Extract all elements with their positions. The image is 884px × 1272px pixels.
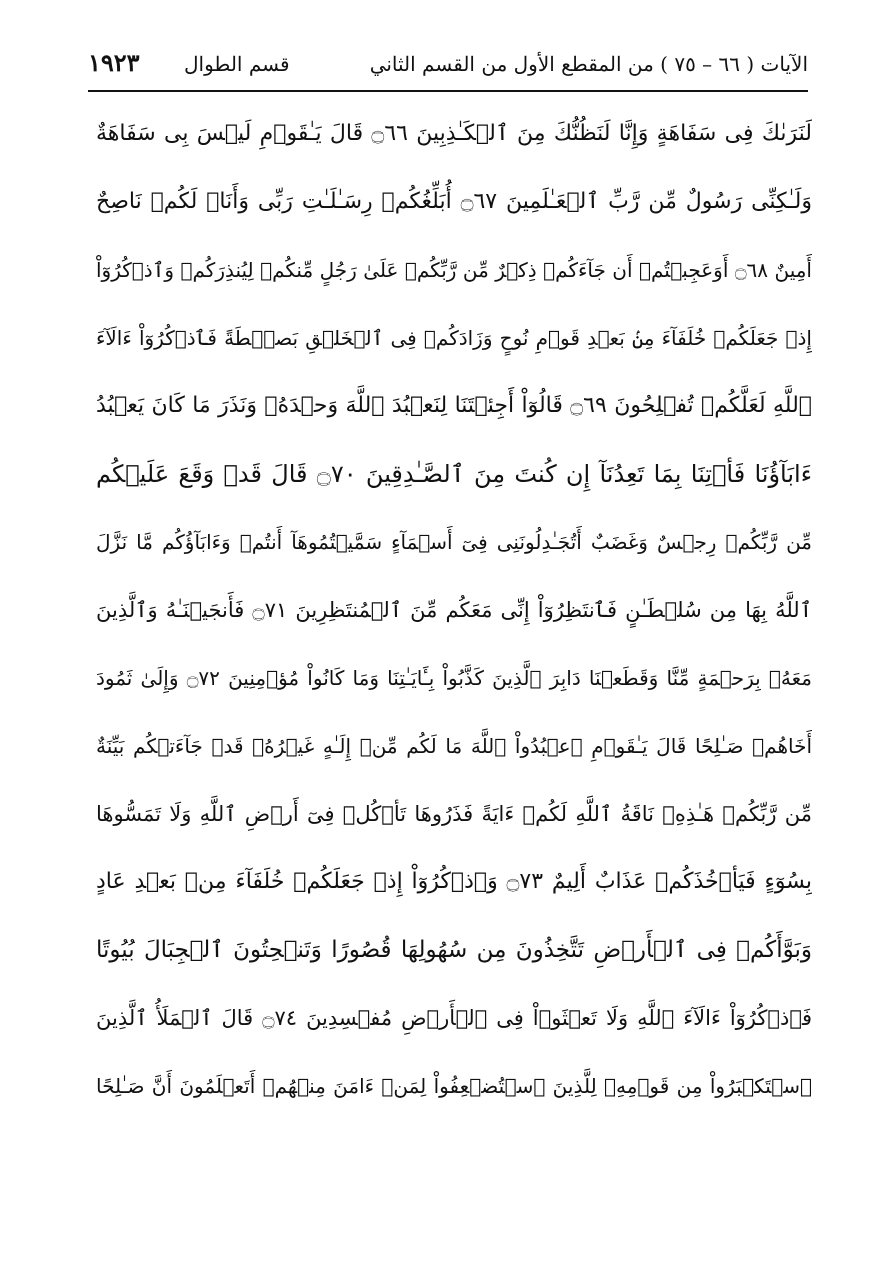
text-line-1: لَنَرَىٰكَ فِى سَفَاهَةٍ وَإِنَّا لَنَظُنُّكَ مِنَ ٱلۡكَـٰذِبِينَ ۝٦٦ قَالَ يَـٰقَوۡمِ لَيۡسَ بِى سَفَاهَةٌ — [96, 121, 812, 146]
text-body — [96, 100, 812, 1120]
section-label: قسم الطوال — [184, 52, 290, 76]
text-line-12: بِسُوٓءٍ فَيَأۡخُذَكُمۡ عَذَابٌ أَلِيمٌ ۝٧٣ وَٱذۡكُرُوٓاْ إِذۡ جَعَلَكُمۡ خُلَفَآءَ مِنۢ بَعۡدِ عَادٍ — [96, 869, 812, 894]
page-number: ١٩٢٣ — [88, 48, 140, 77]
page-header — [88, 44, 808, 90]
ayah-range-label: الآيات ( ٦٦ – ٧٥ ) من المقطع الأول من القسم الثاني — [369, 52, 808, 76]
text-line-8: ٱللَّهُ بِهَا مِن سُلۡطَـٰنٍ فَٱنتَظِرُوٓاْ إِنِّى مَعَكُم مِّنَ ٱلۡمُنتَظِرِينَ ۝٧١ فَأَنجَيۡنَـٰهُ وَٱلَّذِينَ — [96, 598, 812, 622]
text-line-14: فَٱذۡكُرُوٓاْ ءَالَآءَ ٱللَّهِ وَلَا تَعۡثَوۡاْ فِى ٱلۡأَرۡضِ مُفۡسِدِينَ ۝٧٤ قَالَ ٱلۡمَلَأُ ٱلَّذِينَ — [96, 1006, 812, 1030]
text-line-2: وَلَـٰكِنِّى رَسُولٌ مِّن رَّبِّ ٱلۡعَـٰلَمِينَ ۝٦٧ أُبَلِّغُكُمۡ رِسَـٰلَـٰتِ رَبِّى وَأَنَا۠ لَكُمۡ نَاصِحٌ — [96, 189, 812, 214]
text-line-6: ءَابَآؤُنَا فَأۡتِنَا بِمَا تَعِدُنَآ إِن كُنتَ مِنَ ٱلصَّـٰدِقِينَ ۝٧٠ قَالَ قَدۡ وَقَعَ عَلَيۡكُم — [96, 460, 812, 488]
text-line-5: ٱللَّهِ لَعَلَّكُمۡ تُفۡلِحُونَ ۝٦٩ قَالُوٓاْ أَجِئۡتَنَا لِنَعۡبُدَ ٱللَّهَ وَحۡدَهُۥ وَنَذَرَ مَا كَانَ يَعۡبُدُ — [96, 393, 812, 418]
text-line-4: إِذۡ جَعَلَكُمۡ خُلَفَآءَ مِنۢ بَعۡدِ قَوۡمِ نُوحٍ وَزَادَكُمۡ فِى ٱلۡخَلۡقِ بَصۜۡطَةً فَٱذۡكُرُوٓاْ ءَالَآءَ — [96, 326, 812, 350]
text-line-7: مِّن رَّبِّكُمۡ رِجۡسٌ وَغَضَبٌ أَتُجَـٰدِلُونَنِى فِىٓ أَسۡمَآءٍ سَمَّيۡتُمُوهَآ أَنتُمۡ وَءَابَآؤُكُم مَّا نَزَّلَ — [96, 530, 812, 554]
text-line-9: مَعَهُۥ بِرَحۡمَةٍ مِّنَّا وَقَطَعۡنَا دَابِرَ ٱلَّذِينَ كَذَّبُواْ بِـَٔايَـٰتِنَا وَمَا كَانُواْ مُؤۡمِنِينَ ۝٧٢ وَإِلَىٰ ثَمُودَ — [96, 666, 812, 690]
text-line-10: أَخَاهُمۡ صَـٰلِحًا قَالَ يَـٰقَوۡمِ ٱعۡبُدُواْ ٱللَّهَ مَا لَكُم مِّنۡ إِلَـٰهٍ غَيۡرُهُۥ قَدۡ جَآءَتۡكُم بَيِّنَةٌ — [96, 734, 812, 758]
text-line-15: ٱسۡتَكۡبَرُواْ مِن قَوۡمِهِۦ لِلَّذِينَ ٱسۡتُضۡعِفُواْ لِمَنۡ ءَامَنَ مِنۡهُمۡ أَتَعۡلَمُونَ أَنَّ صَـٰلِحًا — [96, 1074, 812, 1098]
text-line-13: وَبَوَّأَكُمۡ فِى ٱلۡأَرۡضِ تَتَّخِذُونَ مِن سُهُولِهَا قُصُورًا وَتَنۡحِتُونَ ٱلۡجِبَالَ بُيُوتًا — [96, 937, 812, 963]
text-line-3: أَمِينٌ ۝٦٨ أَوَعَجِبۡتُمۡ أَن جَآءَكُمۡ ذِكۡرٌ مِّن رَّبِّكُمۡ عَلَىٰ رَجُلٍ مِّنكُمۡ لِيُنذِرَكُمۡ وَٱذۡكُرُوٓاْ — [96, 258, 812, 282]
header-divider — [88, 90, 808, 92]
text-line-11: مِّن رَّبِّكُمۡ هَـٰذِهِۦ نَاقَةُ ٱللَّهِ لَكُمۡ ءَايَةً فَذَرُوهَا تَأۡكُلۡ فِىٓ أَرۡضِ ٱللَّهِ وَلَا تَمَسُّوهَا — [96, 802, 812, 826]
